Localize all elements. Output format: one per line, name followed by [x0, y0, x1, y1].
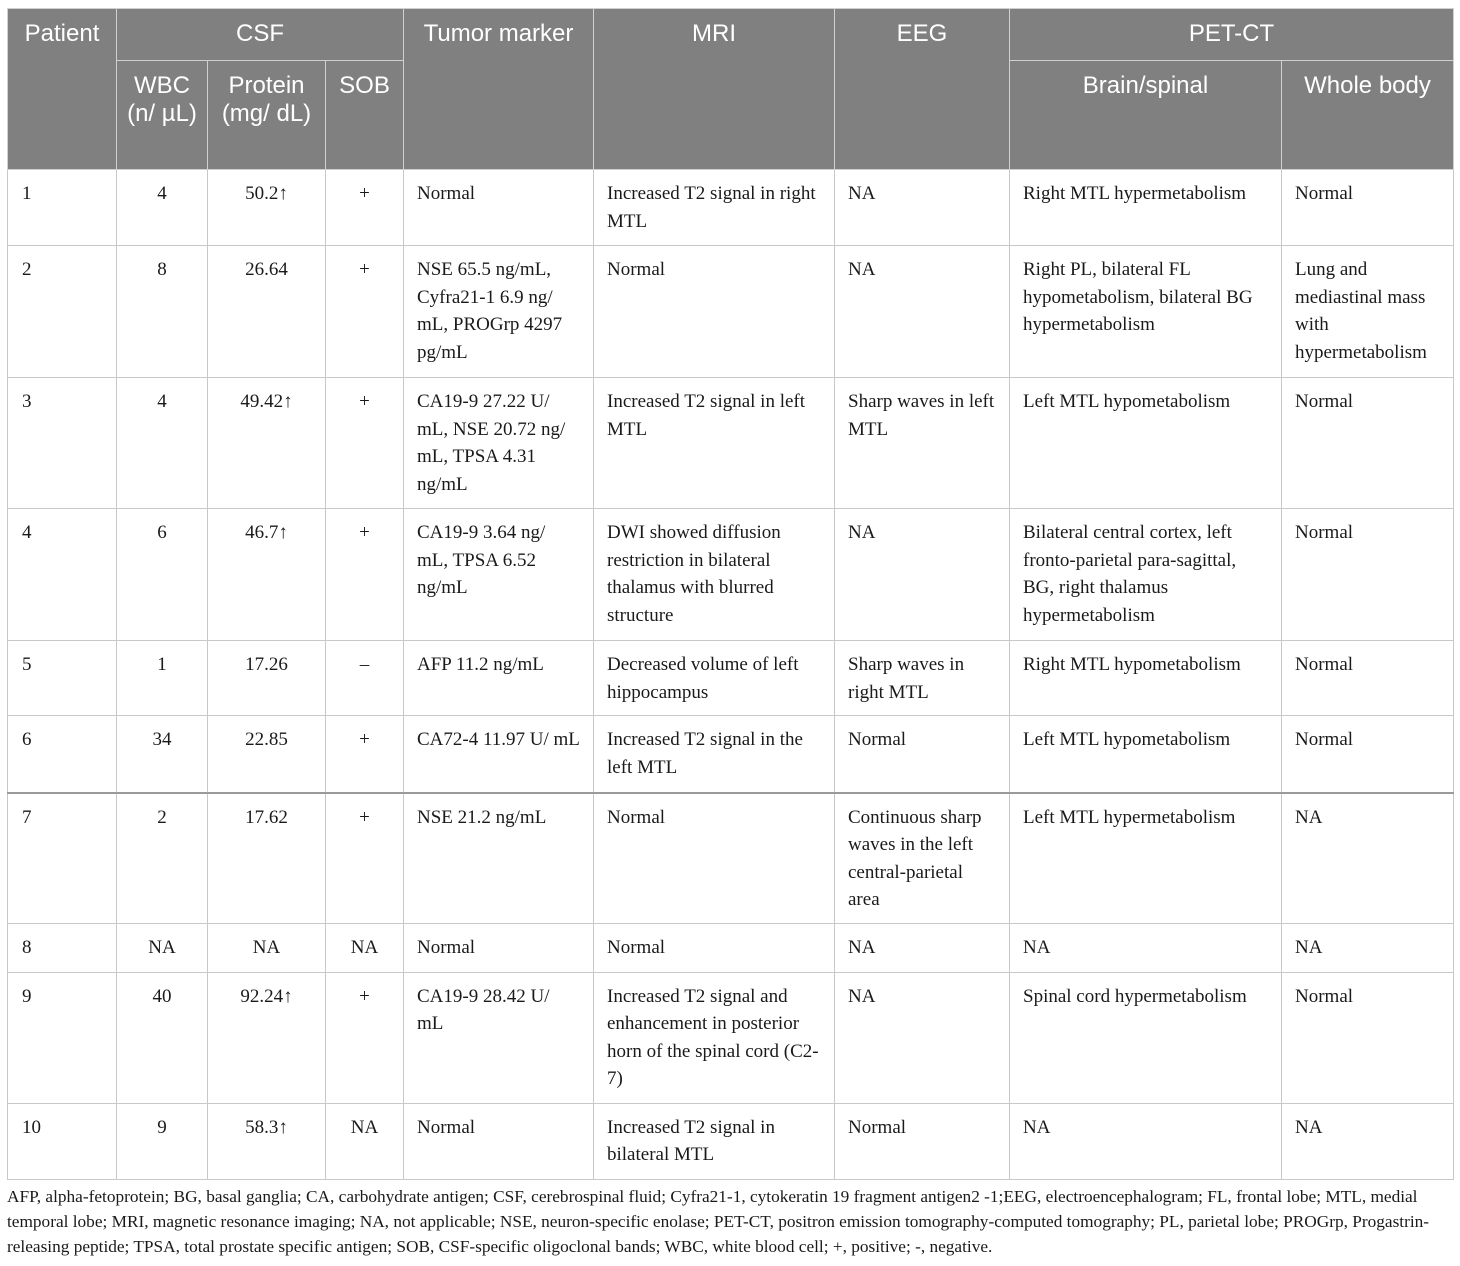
table-row	[8, 246, 1454, 378]
cell-whole-body: Normal	[1282, 972, 1454, 1103]
cell-tumor-marker: AFP 11.2 ng/mL	[404, 641, 594, 716]
cell-patient: 1	[8, 170, 117, 246]
cell-brain-spinal: Bilateral central cortex, left fronto-parietal para-sagittal, BG, right thalamus hypermetabolism	[1010, 509, 1282, 641]
cell-patient: 5	[8, 641, 117, 716]
cell-mri: Increased T2 signal in the left MTL	[594, 716, 835, 793]
cell-tumor-marker: NSE 21.2 ng/mL	[404, 793, 594, 924]
cell-mri: DWI showed diffusion restriction in bilateral thalamus with blurred structure	[594, 509, 835, 641]
cell-whole-body: NA	[1282, 793, 1454, 924]
cell-wbc: 34	[117, 716, 208, 793]
header-wbc: WBC (n/ µL)	[117, 61, 208, 170]
cell-mri: Normal	[594, 246, 835, 378]
cell-patient: 8	[8, 923, 117, 972]
cell-whole-body: NA	[1282, 1103, 1454, 1179]
cell-protein: 17.26	[208, 641, 326, 716]
cell-brain-spinal: Right MTL hypermetabolism	[1010, 170, 1282, 246]
header-brain-spinal: Brain/spinal	[1010, 61, 1282, 170]
cell-eeg: NA	[835, 923, 1010, 972]
cell-brain-spinal: Right MTL hypometabolism	[1010, 641, 1282, 716]
cell-mri: Increased T2 signal in left MTL	[594, 378, 835, 509]
cell-wbc: 8	[117, 246, 208, 378]
cell-mri: Decreased volume of left hippocampus	[594, 641, 835, 716]
cell-eeg: NA	[835, 246, 1010, 378]
cell-patient: 2	[8, 246, 117, 378]
header-protein: Protein (mg/ dL)	[208, 61, 326, 170]
cell-tumor-marker: NSE 65.5 ng/mL, Cyfra21-1 6.9 ng/ mL, PROGrp 4297 pg/mL	[404, 246, 594, 378]
cell-brain-spinal: NA	[1010, 923, 1282, 972]
cell-wbc: 6	[117, 509, 208, 641]
cell-whole-body: Normal	[1282, 170, 1454, 246]
table-row	[8, 923, 1454, 972]
patient-findings-table	[7, 8, 1454, 1180]
cell-sob: –	[326, 641, 404, 716]
cell-wbc: NA	[117, 923, 208, 972]
cell-wbc: 9	[117, 1103, 208, 1179]
cell-eeg: Normal	[835, 1103, 1010, 1179]
cell-protein: 46.7↑	[208, 509, 326, 641]
cell-protein: 50.2↑	[208, 170, 326, 246]
cell-eeg: Continuous sharp waves in the left central-parietal area	[835, 793, 1010, 924]
cell-sob: NA	[326, 1103, 404, 1179]
header-tumor-marker: Tumor marker	[404, 9, 594, 170]
cell-protein: 58.3↑	[208, 1103, 326, 1179]
cell-brain-spinal: Right PL, bilateral FL hypometabolism, bilateral BG hypermetabolism	[1010, 246, 1282, 378]
cell-wbc: 4	[117, 378, 208, 509]
cell-mri: Normal	[594, 923, 835, 972]
cell-tumor-marker: Normal	[404, 923, 594, 972]
table-row	[8, 716, 1454, 793]
table-row	[8, 641, 1454, 716]
cell-tumor-marker: Normal	[404, 1103, 594, 1179]
cell-mri: Increased T2 signal in right MTL	[594, 170, 835, 246]
cell-whole-body: Normal	[1282, 378, 1454, 509]
cell-whole-body: Normal	[1282, 716, 1454, 793]
cell-sob: NA	[326, 923, 404, 972]
cell-tumor-marker: CA19-9 3.64 ng/ mL, TPSA 6.52 ng/mL	[404, 509, 594, 641]
cell-tumor-marker: CA72-4 11.97 U/ mL	[404, 716, 594, 793]
cell-sob: +	[326, 170, 404, 246]
cell-sob: +	[326, 793, 404, 924]
cell-patient: 10	[8, 1103, 117, 1179]
cell-brain-spinal: Left MTL hypermetabolism	[1010, 793, 1282, 924]
cell-mri: Normal	[594, 793, 835, 924]
cell-patient: 3	[8, 378, 117, 509]
cell-eeg: Normal	[835, 716, 1010, 793]
cell-wbc: 40	[117, 972, 208, 1103]
header-petct: PET-CT	[1010, 9, 1454, 61]
table-row	[8, 509, 1454, 641]
cell-tumor-marker: CA19-9 27.22 U/ mL, NSE 20.72 ng/ mL, TPSA 4.31 ng/mL	[404, 378, 594, 509]
cell-protein: 17.62	[208, 793, 326, 924]
cell-sob: +	[326, 246, 404, 378]
table-header	[8, 9, 1454, 170]
header-sob: SOB	[326, 61, 404, 170]
cell-brain-spinal: Left MTL hypometabolism	[1010, 378, 1282, 509]
header-patient: Patient	[8, 9, 117, 170]
cell-sob: +	[326, 378, 404, 509]
cell-eeg: NA	[835, 509, 1010, 641]
cell-mri: Increased T2 signal and enhancement in posterior horn of the spinal cord (C2-7)	[594, 972, 835, 1103]
cell-sob: +	[326, 716, 404, 793]
cell-eeg: Sharp waves in left MTL	[835, 378, 1010, 509]
cell-brain-spinal: Left MTL hypometabolism	[1010, 716, 1282, 793]
cell-wbc: 2	[117, 793, 208, 924]
table-row	[8, 170, 1454, 246]
cell-sob: +	[326, 972, 404, 1103]
cell-whole-body: Lung and mediastinal mass with hypermetabolism	[1282, 246, 1454, 378]
table-row	[8, 793, 1454, 924]
cell-whole-body: Normal	[1282, 641, 1454, 716]
header-csf: CSF	[117, 9, 404, 61]
table-row	[8, 1103, 1454, 1179]
cell-patient: 7	[8, 793, 117, 924]
header-eeg: EEG	[835, 9, 1010, 170]
cell-eeg: NA	[835, 170, 1010, 246]
cell-wbc: 4	[117, 170, 208, 246]
cell-eeg: Sharp waves in right MTL	[835, 641, 1010, 716]
cell-whole-body: NA	[1282, 923, 1454, 972]
cell-protein: 26.64	[208, 246, 326, 378]
header-mri: MRI	[594, 9, 835, 170]
cell-patient: 4	[8, 509, 117, 641]
cell-brain-spinal: Spinal cord hypermetabolism	[1010, 972, 1282, 1103]
table-body	[8, 170, 1454, 1180]
cell-tumor-marker: Normal	[404, 170, 594, 246]
table-row	[8, 378, 1454, 509]
cell-whole-body: Normal	[1282, 509, 1454, 641]
cell-mri: Increased T2 signal in bilateral MTL	[594, 1103, 835, 1179]
cell-tumor-marker: CA19-9 28.42 U/ mL	[404, 972, 594, 1103]
cell-sob: +	[326, 509, 404, 641]
cell-protein: 92.24↑	[208, 972, 326, 1103]
table-container	[7, 8, 1453, 1180]
cell-protein: 22.85	[208, 716, 326, 793]
table-footnote: AFP, alpha-fetoprotein; BG, basal ganglia; CA, carbohydrate antigen; CSF, cerebrospinal fluid; Cyfra21-1, cytokeratin 19 fragment antigen2 -1;EEG, electroencephalogram; FL, frontal lobe; MTL, medial temporal lobe; MRI, magnetic resonance imaging; NA, not applicable; NSE, neuron-specific enolase; PET-CT, positron emission tomography-computed tomography; PL, parietal lobe; PROGrp, Progastrin-releasing peptide; TPSA, total prostate specific antigen; SOB, CSF-specific oligoclonal bands; WBC, white blood cell; +, positive; -, negative.	[7, 1187, 1430, 1256]
cell-patient: 6	[8, 716, 117, 793]
table-row	[8, 972, 1454, 1103]
cell-protein: NA	[208, 923, 326, 972]
cell-wbc: 1	[117, 641, 208, 716]
cell-eeg: NA	[835, 972, 1010, 1103]
cell-brain-spinal: NA	[1010, 1103, 1282, 1179]
cell-patient: 9	[8, 972, 117, 1103]
header-whole-body: Whole body	[1282, 61, 1454, 170]
cell-protein: 49.42↑	[208, 378, 326, 509]
